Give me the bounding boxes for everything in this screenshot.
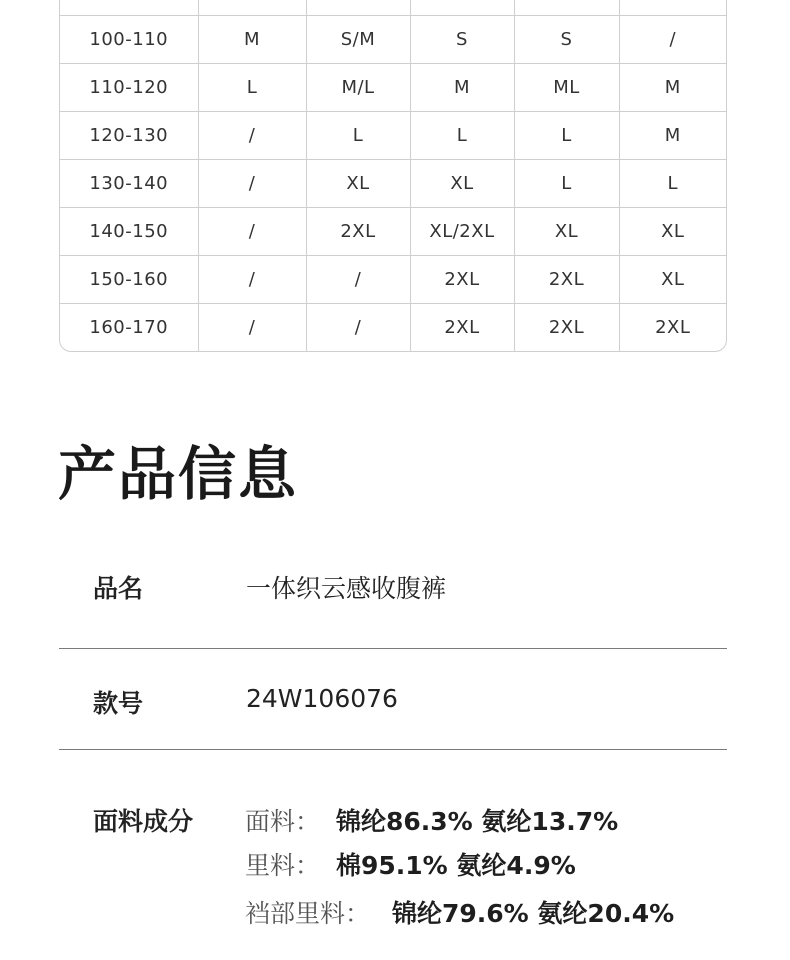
fabric-part-label: 里料： xyxy=(245,851,321,880)
size-cell: XL xyxy=(514,208,619,256)
table-row xyxy=(60,112,726,160)
table-row xyxy=(60,160,726,208)
height-range-cell: 160-170 xyxy=(60,304,198,352)
size-cell: XL xyxy=(410,160,514,208)
product-name-value: 一体织云感收腹裤 xyxy=(246,574,447,603)
divider xyxy=(59,749,727,750)
fabric-line-crotch-lining xyxy=(245,894,674,930)
height-range-cell: 140-150 xyxy=(60,208,198,256)
style-number-label: 款号 xyxy=(93,689,144,718)
height-range-cell xyxy=(60,0,198,16)
fabric-composition-value: 锦纶79.6% 氨纶20.4% xyxy=(392,899,675,928)
size-cell xyxy=(198,0,306,16)
size-cell: 2XL xyxy=(306,208,410,256)
height-range-cell: 130-140 xyxy=(60,160,198,208)
size-cell: S/M xyxy=(306,16,410,64)
fabric-part-label: 裆部里料： xyxy=(245,899,371,928)
size-table xyxy=(60,0,726,351)
size-cell: 2XL xyxy=(410,304,514,352)
size-cell: L xyxy=(514,160,619,208)
size-cell xyxy=(306,0,410,16)
size-cell: L xyxy=(619,160,726,208)
size-cell: M xyxy=(619,64,726,112)
size-cell: / xyxy=(619,16,726,64)
size-cell: XL xyxy=(619,208,726,256)
fabric-composition-value: 棉95.1% 氨纶4.9% xyxy=(336,851,576,880)
table-row xyxy=(60,16,726,64)
table-row xyxy=(60,304,726,352)
size-cell: / xyxy=(198,256,306,304)
size-cell xyxy=(514,0,619,16)
size-cell: / xyxy=(306,304,410,352)
size-chart-table xyxy=(59,0,727,352)
fabric-part-label: 面料： xyxy=(245,807,321,836)
style-number-value: 24W106076 xyxy=(246,684,398,713)
size-cell: M xyxy=(619,112,726,160)
size-cell: S xyxy=(410,16,514,64)
fabric-composition-value: 锦纶86.3% 氨纶13.7% xyxy=(336,807,619,836)
size-cell: 2XL xyxy=(514,304,619,352)
size-cell: M xyxy=(198,16,306,64)
size-cell: / xyxy=(306,256,410,304)
size-cell xyxy=(410,0,514,16)
table-row xyxy=(60,0,726,16)
fabric-line-lining xyxy=(245,846,576,882)
size-cell: / xyxy=(198,160,306,208)
size-cell: L xyxy=(410,112,514,160)
size-cell: L xyxy=(514,112,619,160)
height-range-cell: 110-120 xyxy=(60,64,198,112)
size-cell: L xyxy=(306,112,410,160)
height-range-cell: 120-130 xyxy=(60,112,198,160)
height-range-cell: 100-110 xyxy=(60,16,198,64)
size-cell: / xyxy=(198,304,306,352)
size-cell: XL xyxy=(619,256,726,304)
fabric-composition-label: 面料成分 xyxy=(93,807,194,836)
section-title: 产品信息 xyxy=(58,440,299,508)
size-cell: 2XL xyxy=(655,317,691,338)
size-cell: ML xyxy=(514,64,619,112)
size-cell: XL/2XL xyxy=(410,208,514,256)
size-cell: / xyxy=(198,208,306,256)
size-cell: L xyxy=(198,64,306,112)
table-row xyxy=(60,64,726,112)
size-table-body xyxy=(60,0,726,351)
size-cell: 2XL xyxy=(410,256,514,304)
table-row xyxy=(60,208,726,256)
product-name-label: 品名 xyxy=(93,574,144,603)
size-cell: 2XL xyxy=(514,256,619,304)
table-row xyxy=(60,256,726,304)
size-cell xyxy=(619,0,726,16)
height-range-cell: 150-160 xyxy=(60,256,198,304)
size-cell: M xyxy=(410,64,514,112)
size-cell: S xyxy=(514,16,619,64)
size-cell: M/L xyxy=(306,64,410,112)
fabric-line-shell xyxy=(245,802,618,838)
size-cell: XL xyxy=(306,160,410,208)
divider xyxy=(59,648,727,649)
size-cell: / xyxy=(198,112,306,160)
